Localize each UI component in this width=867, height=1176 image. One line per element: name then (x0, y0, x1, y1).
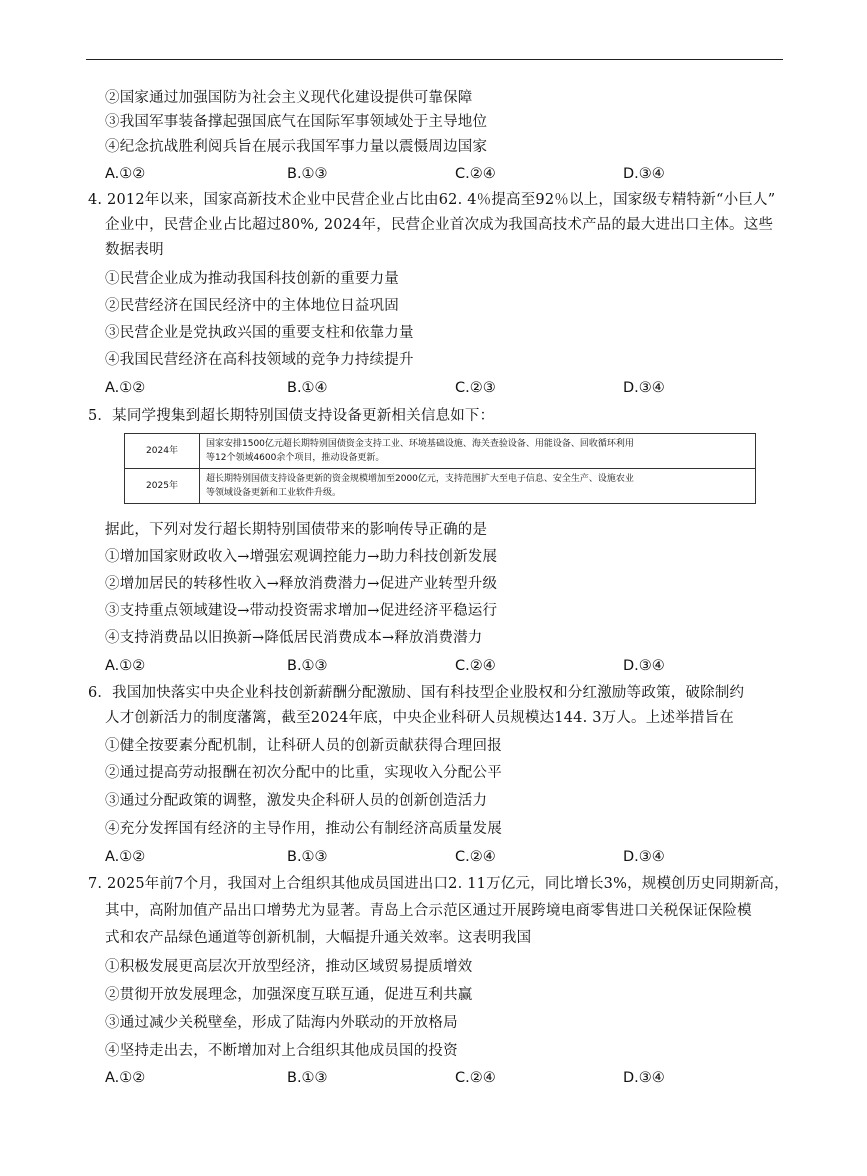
q5-item-4: ④支持消费品以旧换新→降低居民消费成本→释放消费潜力 (105, 630, 483, 646)
table-content-cell (200, 434, 756, 469)
q7-stem-line-1: 7. 2025年前7个月，我国对上合组织其他成员国进出口2. 11万亿元，同比增长3%，规模创历史同期新高， (88, 876, 789, 892)
q5-options (105, 656, 745, 676)
table-content-line: 等12个领域4600余个项目，推动设备更新。 (206, 453, 385, 463)
option-d[interactable]: D.③④ (623, 1070, 665, 1086)
q4-item-4: ④我国民营经济在高科技领域的竞争力持续提升 (105, 352, 414, 368)
option-c[interactable]: C.②④ (455, 658, 496, 674)
table-row (125, 434, 756, 469)
table-content-line: 超长期特别国债支持设备更新的资金规模增加至2000亿元，支持范围扩大至电子信息、安全生产、设施农业 (206, 474, 634, 484)
option-a[interactable]: A.①② (105, 1070, 146, 1086)
table-year-cell: 2024年 (125, 434, 200, 469)
q4-item-2: ②民营经济在国民经济中的主体地位日益巩固 (105, 298, 399, 314)
q4-stem-line-1: 4. 2012年以来，国家高新技术企业中民营企业占比由62. 4％提高至92％以上，国家级专精特新“小巨人” (88, 192, 776, 208)
prev-options (105, 164, 745, 184)
option-d[interactable]: D.③④ (623, 166, 665, 182)
q6-item-2: ②通过提高劳动报酬在初次分配中的比重，实现收入分配公平 (105, 765, 502, 781)
q7-item-3: ③通过减少关税壁垒，形成了陆海内外联动的开放格局 (105, 1015, 458, 1031)
table-content-cell (200, 469, 756, 504)
q5-item-2: ②增加居民的转移性收入→释放消费潜力→促进产业转型升级 (105, 576, 498, 592)
q7-options (105, 1068, 745, 1088)
option-c[interactable]: C.②③ (455, 380, 496, 396)
option-c[interactable]: C.②④ (455, 166, 496, 182)
q5-question: 据此，下列对发行超长期特别国债带来的影响传导正确的是 (105, 522, 488, 538)
q7-item-1: ①积极发展更高层次开放型经济，推动区域贸易提质增效 (105, 959, 473, 975)
option-d[interactable]: D.③④ (623, 849, 665, 865)
table-row (125, 469, 756, 504)
table-content-line: 等领域设备更新和工业软件升级。 (206, 488, 342, 498)
q7-item-4: ④坚持走出去，不断增加对上合组织其他成员国的投资 (105, 1043, 458, 1059)
option-b[interactable]: B.①③ (287, 166, 328, 182)
q7-item-2: ②贯彻开放发展理念，加强深度互联互通，促进互利共赢 (105, 987, 473, 1003)
option-c[interactable]: C.②④ (455, 849, 496, 865)
prev-item-4: ④纪念抗战胜利阅兵旨在展示我国军事力量以震慑周边国家 (105, 139, 488, 155)
option-b[interactable]: B.①③ (287, 1070, 328, 1086)
option-b[interactable]: B.①③ (287, 849, 328, 865)
q4-item-3: ③民营企业是党执政兴国的重要支柱和依靠力量 (105, 325, 414, 341)
q5-stem: 5．某同学搜集到超长期特别国债支持设备更新相关信息如下： (88, 408, 495, 424)
q4-stem-line-3: 数据表明 (105, 242, 164, 258)
prev-item-3: ③我国军事装备撑起强国底气在国际军事领域处于主导地位 (105, 114, 488, 130)
q6-options (105, 847, 745, 867)
header-rule (86, 59, 783, 60)
q4-stem-line-2: 企业中，民营企业占比超过80%, 2024年，民营企业首次成为我国高技术产品的最大进出口主体。这些 (105, 217, 774, 233)
option-a[interactable]: A.①② (105, 166, 146, 182)
table-content-line: 国家安排1500亿元超长期特别国债资金支持工业、环境基础设施、海关查验设备、用能设备、回收循环利用 (206, 439, 634, 449)
q6-item-3: ③通过分配政策的调整，激发央企科研人员的创新创造活力 (105, 793, 488, 809)
option-c[interactable]: C.②④ (455, 1070, 496, 1086)
q4-options (105, 378, 745, 398)
option-a[interactable]: A.①② (105, 380, 146, 396)
prev-item-2: ②国家通过加强国防为社会主义现代化建设提供可靠保障 (105, 90, 473, 106)
q6-item-1: ①健全按要素分配机制，让科研人员的创新贡献获得合理回报 (105, 738, 502, 754)
q6-item-4: ④充分发挥国有经济的主导作用，推动公有制经济高质量发展 (105, 821, 502, 837)
q6-stem-line-2: 人才创新活力的制度藩篱，截至2024年底，中央企业科研人员规模达144. 3万人。上述举措旨在 (105, 710, 734, 726)
q5-info-table (124, 433, 756, 504)
q7-stem-line-3: 式和农产品绿色通道等创新机制，大幅提升通关效率。这表明我国 (105, 930, 532, 946)
option-b[interactable]: B.①③ (287, 658, 328, 674)
q5-item-1: ①增加国家财政收入→增强宏观调控能力→助力科技创新发展 (105, 549, 498, 565)
option-a[interactable]: A.①② (105, 658, 146, 674)
option-d[interactable]: D.③④ (623, 658, 665, 674)
option-a[interactable]: A.①② (105, 849, 146, 865)
option-d[interactable]: D.③④ (623, 380, 665, 396)
q4-item-1: ①民营企业成为推动我国科技创新的重要力量 (105, 271, 399, 287)
q6-stem-line-1: 6．我国加快落实中央企业科技创新薪酬分配激励、国有科技型企业股权和分红激励等政策，破除制约 (88, 685, 745, 701)
q5-item-3: ③支持重点领域建设→带动投资需求增加→促进经济平稳运行 (105, 603, 498, 619)
option-b[interactable]: B.①④ (287, 380, 328, 396)
table-year-cell: 2025年 (125, 469, 200, 504)
q7-stem-line-2: 其中，高附加值产品出口增势尤为显著。青岛上合示范区通过开展跨境电商零售进口关税保证保险模 (105, 903, 752, 919)
